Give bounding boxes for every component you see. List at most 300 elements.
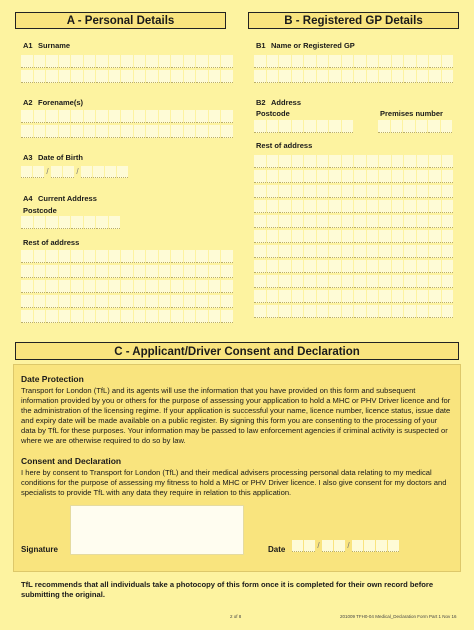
gp-address-box-row[interactable] bbox=[254, 215, 453, 228]
character-box[interactable] bbox=[267, 170, 279, 183]
character-box[interactable] bbox=[304, 55, 316, 68]
character-box[interactable] bbox=[329, 260, 341, 273]
character-box[interactable] bbox=[279, 290, 291, 303]
character-box[interactable] bbox=[279, 70, 291, 83]
character-box[interactable] bbox=[329, 185, 341, 198]
character-box[interactable] bbox=[21, 70, 33, 83]
character-box[interactable] bbox=[392, 215, 404, 228]
character-box[interactable] bbox=[71, 55, 83, 68]
character-box[interactable] bbox=[221, 70, 233, 83]
character-box[interactable] bbox=[329, 275, 341, 288]
signature-date-field[interactable]: / / bbox=[292, 540, 399, 552]
character-box[interactable] bbox=[59, 110, 71, 123]
character-box[interactable] bbox=[304, 305, 316, 318]
character-box[interactable] bbox=[317, 120, 329, 133]
character-box[interactable] bbox=[429, 260, 441, 273]
character-box[interactable] bbox=[171, 265, 183, 278]
character-box[interactable] bbox=[34, 216, 46, 229]
character-box[interactable] bbox=[171, 55, 183, 68]
character-box[interactable] bbox=[367, 185, 379, 198]
character-box[interactable] bbox=[317, 215, 329, 228]
character-box[interactable] bbox=[404, 55, 416, 68]
character-box[interactable] bbox=[196, 310, 208, 323]
character-box[interactable] bbox=[221, 280, 233, 293]
character-box[interactable] bbox=[404, 290, 416, 303]
character-box[interactable] bbox=[159, 125, 171, 138]
character-box[interactable] bbox=[209, 110, 221, 123]
character-box[interactable] bbox=[171, 110, 183, 123]
gp-address-box-row[interactable] bbox=[254, 245, 453, 258]
character-box[interactable] bbox=[279, 215, 291, 228]
premises-number-box-row[interactable] bbox=[378, 120, 452, 133]
character-box[interactable] bbox=[209, 265, 221, 278]
character-box[interactable] bbox=[367, 215, 379, 228]
character-box[interactable] bbox=[34, 125, 46, 138]
character-box[interactable] bbox=[21, 110, 33, 123]
character-box[interactable] bbox=[196, 55, 208, 68]
address-box-row[interactable] bbox=[21, 310, 233, 323]
character-box[interactable] bbox=[392, 200, 404, 213]
character-box[interactable] bbox=[184, 295, 196, 308]
character-box[interactable] bbox=[84, 295, 96, 308]
gp-address-box-row[interactable] bbox=[254, 290, 453, 303]
character-box[interactable] bbox=[317, 200, 329, 213]
character-box[interactable] bbox=[146, 125, 158, 138]
character-box[interactable] bbox=[71, 295, 83, 308]
character-box[interactable] bbox=[429, 230, 441, 243]
character-box[interactable] bbox=[96, 55, 108, 68]
character-box[interactable] bbox=[59, 70, 71, 83]
date-of-birth-field[interactable]: / / bbox=[21, 166, 128, 178]
character-box[interactable] bbox=[354, 55, 366, 68]
character-box[interactable] bbox=[159, 310, 171, 323]
character-box[interactable] bbox=[442, 290, 454, 303]
character-box[interactable] bbox=[329, 155, 341, 168]
character-box[interactable] bbox=[304, 200, 316, 213]
character-box[interactable] bbox=[159, 265, 171, 278]
character-box[interactable] bbox=[304, 245, 316, 258]
character-box[interactable] bbox=[417, 200, 429, 213]
character-box[interactable] bbox=[367, 245, 379, 258]
character-box[interactable] bbox=[171, 295, 183, 308]
character-box[interactable] bbox=[254, 55, 266, 68]
character-box[interactable] bbox=[46, 70, 58, 83]
character-box[interactable] bbox=[267, 230, 279, 243]
character-box[interactable] bbox=[71, 280, 83, 293]
address-box-row[interactable] bbox=[21, 250, 233, 263]
character-box[interactable] bbox=[317, 275, 329, 288]
character-box[interactable] bbox=[71, 265, 83, 278]
character-box[interactable] bbox=[404, 185, 416, 198]
character-box[interactable] bbox=[109, 110, 121, 123]
character-box[interactable] bbox=[34, 265, 46, 278]
character-box[interactable] bbox=[267, 120, 279, 133]
character-box[interactable] bbox=[171, 310, 183, 323]
character-box[interactable] bbox=[442, 260, 454, 273]
character-box[interactable] bbox=[367, 230, 379, 243]
character-box[interactable] bbox=[184, 110, 196, 123]
character-box[interactable] bbox=[317, 230, 329, 243]
character-box[interactable] bbox=[71, 310, 83, 323]
character-box[interactable] bbox=[429, 215, 441, 228]
character-box[interactable] bbox=[21, 280, 33, 293]
character-box[interactable] bbox=[221, 265, 233, 278]
character-box[interactable] bbox=[221, 310, 233, 323]
gp-address-box-row[interactable] bbox=[254, 305, 453, 318]
character-box[interactable] bbox=[209, 295, 221, 308]
character-box[interactable] bbox=[279, 185, 291, 198]
character-box[interactable] bbox=[59, 125, 71, 138]
character-box[interactable] bbox=[121, 110, 133, 123]
character-box[interactable] bbox=[403, 120, 415, 133]
gp-address-box-row[interactable] bbox=[254, 260, 453, 273]
character-box[interactable] bbox=[159, 250, 171, 263]
character-box[interactable] bbox=[379, 55, 391, 68]
character-box[interactable] bbox=[134, 310, 146, 323]
character-box[interactable] bbox=[417, 185, 429, 198]
character-box[interactable] bbox=[71, 250, 83, 263]
character-box[interactable] bbox=[429, 185, 441, 198]
character-box[interactable] bbox=[354, 185, 366, 198]
character-box[interactable] bbox=[59, 280, 71, 293]
character-box[interactable] bbox=[254, 155, 266, 168]
character-box[interactable] bbox=[96, 295, 108, 308]
character-box[interactable] bbox=[121, 70, 133, 83]
character-box[interactable] bbox=[121, 295, 133, 308]
character-box[interactable] bbox=[441, 120, 453, 133]
character-box[interactable] bbox=[404, 275, 416, 288]
character-box[interactable] bbox=[304, 70, 316, 83]
character-box[interactable] bbox=[417, 170, 429, 183]
character-box[interactable] bbox=[392, 155, 404, 168]
character-box[interactable] bbox=[378, 120, 390, 133]
character-box[interactable] bbox=[292, 260, 304, 273]
character-box[interactable] bbox=[134, 280, 146, 293]
character-box[interactable] bbox=[21, 250, 33, 263]
character-box[interactable] bbox=[279, 120, 291, 133]
character-box[interactable] bbox=[429, 200, 441, 213]
character-box[interactable] bbox=[84, 216, 96, 229]
character-box[interactable] bbox=[279, 275, 291, 288]
character-box[interactable] bbox=[342, 170, 354, 183]
character-box[interactable] bbox=[342, 245, 354, 258]
character-box[interactable] bbox=[184, 125, 196, 138]
character-box[interactable] bbox=[221, 250, 233, 263]
character-box[interactable] bbox=[417, 275, 429, 288]
character-box[interactable] bbox=[442, 55, 454, 68]
character-box[interactable] bbox=[429, 55, 441, 68]
character-box[interactable] bbox=[354, 70, 366, 83]
character-box[interactable] bbox=[59, 265, 71, 278]
character-box[interactable] bbox=[342, 155, 354, 168]
character-box[interactable] bbox=[21, 265, 33, 278]
character-box[interactable] bbox=[329, 215, 341, 228]
character-box[interactable] bbox=[292, 55, 304, 68]
character-box[interactable] bbox=[267, 275, 279, 288]
character-box[interactable] bbox=[96, 250, 108, 263]
character-box[interactable] bbox=[279, 305, 291, 318]
character-box[interactable] bbox=[59, 55, 71, 68]
character-box[interactable] bbox=[404, 305, 416, 318]
character-box[interactable] bbox=[134, 110, 146, 123]
character-box[interactable] bbox=[404, 215, 416, 228]
character-box[interactable] bbox=[354, 245, 366, 258]
character-box[interactable] bbox=[379, 155, 391, 168]
character-box[interactable] bbox=[317, 305, 329, 318]
character-box[interactable] bbox=[379, 200, 391, 213]
character-box[interactable] bbox=[121, 55, 133, 68]
character-box[interactable] bbox=[209, 250, 221, 263]
character-box[interactable] bbox=[96, 310, 108, 323]
character-box[interactable] bbox=[159, 70, 171, 83]
character-box[interactable] bbox=[134, 295, 146, 308]
character-box[interactable] bbox=[184, 265, 196, 278]
character-box[interactable] bbox=[329, 120, 341, 133]
character-box[interactable] bbox=[442, 275, 454, 288]
character-box[interactable] bbox=[317, 170, 329, 183]
character-box[interactable] bbox=[254, 245, 266, 258]
character-box[interactable] bbox=[404, 170, 416, 183]
character-box[interactable] bbox=[209, 125, 221, 138]
character-box[interactable] bbox=[196, 295, 208, 308]
character-box[interactable] bbox=[184, 55, 196, 68]
character-box[interactable] bbox=[84, 265, 96, 278]
character-box[interactable] bbox=[71, 110, 83, 123]
character-box[interactable] bbox=[267, 215, 279, 228]
character-box[interactable] bbox=[342, 275, 354, 288]
character-box[interactable] bbox=[184, 250, 196, 263]
character-box[interactable] bbox=[417, 55, 429, 68]
character-box[interactable] bbox=[267, 200, 279, 213]
character-box[interactable] bbox=[292, 70, 304, 83]
character-box[interactable] bbox=[159, 55, 171, 68]
character-box[interactable] bbox=[46, 295, 58, 308]
character-box[interactable] bbox=[209, 280, 221, 293]
character-box[interactable] bbox=[184, 70, 196, 83]
character-box[interactable] bbox=[21, 310, 33, 323]
character-box[interactable] bbox=[442, 215, 454, 228]
character-box[interactable] bbox=[146, 295, 158, 308]
character-box[interactable] bbox=[109, 295, 121, 308]
character-box[interactable] bbox=[292, 305, 304, 318]
character-box[interactable] bbox=[292, 200, 304, 213]
character-box[interactable] bbox=[34, 250, 46, 263]
character-box[interactable] bbox=[392, 170, 404, 183]
character-box[interactable] bbox=[354, 170, 366, 183]
character-box[interactable] bbox=[292, 230, 304, 243]
character-box[interactable] bbox=[254, 290, 266, 303]
character-box[interactable] bbox=[96, 216, 108, 229]
character-box[interactable] bbox=[221, 125, 233, 138]
character-box[interactable] bbox=[254, 70, 266, 83]
character-box[interactable] bbox=[46, 110, 58, 123]
character-box[interactable] bbox=[404, 245, 416, 258]
character-box[interactable] bbox=[59, 216, 71, 229]
address-box-row[interactable] bbox=[21, 295, 233, 308]
character-box[interactable] bbox=[317, 290, 329, 303]
character-box[interactable] bbox=[292, 215, 304, 228]
character-box[interactable] bbox=[404, 230, 416, 243]
character-box[interactable] bbox=[34, 280, 46, 293]
forenames-box-row[interactable] bbox=[21, 125, 233, 138]
character-box[interactable] bbox=[354, 155, 366, 168]
character-box[interactable] bbox=[392, 230, 404, 243]
character-box[interactable] bbox=[354, 290, 366, 303]
character-box[interactable] bbox=[267, 290, 279, 303]
character-box[interactable] bbox=[196, 280, 208, 293]
character-box[interactable] bbox=[254, 230, 266, 243]
character-box[interactable] bbox=[417, 260, 429, 273]
character-box[interactable] bbox=[404, 260, 416, 273]
character-box[interactable] bbox=[342, 70, 354, 83]
character-box[interactable] bbox=[379, 230, 391, 243]
character-box[interactable] bbox=[379, 275, 391, 288]
surname-box-row[interactable] bbox=[21, 70, 233, 83]
character-box[interactable] bbox=[196, 265, 208, 278]
gp-address-box-row[interactable] bbox=[254, 185, 453, 198]
character-box[interactable] bbox=[59, 310, 71, 323]
character-box[interactable] bbox=[379, 70, 391, 83]
character-box[interactable] bbox=[292, 290, 304, 303]
character-box[interactable] bbox=[429, 170, 441, 183]
character-box[interactable] bbox=[171, 125, 183, 138]
character-box[interactable] bbox=[392, 290, 404, 303]
character-box[interactable] bbox=[196, 250, 208, 263]
character-box[interactable] bbox=[429, 275, 441, 288]
character-box[interactable] bbox=[254, 215, 266, 228]
character-box[interactable] bbox=[46, 265, 58, 278]
character-box[interactable] bbox=[416, 120, 428, 133]
character-box[interactable] bbox=[96, 110, 108, 123]
character-box[interactable] bbox=[367, 70, 379, 83]
character-box[interactable] bbox=[304, 215, 316, 228]
character-box[interactable] bbox=[342, 120, 354, 133]
character-box[interactable] bbox=[84, 280, 96, 293]
character-box[interactable] bbox=[367, 260, 379, 273]
character-box[interactable] bbox=[379, 185, 391, 198]
character-box[interactable] bbox=[417, 155, 429, 168]
character-box[interactable] bbox=[254, 275, 266, 288]
character-box[interactable] bbox=[442, 230, 454, 243]
gp-address-box-row[interactable] bbox=[254, 230, 453, 243]
character-box[interactable] bbox=[391, 120, 403, 133]
character-box[interactable] bbox=[404, 155, 416, 168]
character-box[interactable] bbox=[367, 170, 379, 183]
character-box[interactable] bbox=[329, 230, 341, 243]
postcode-box-row[interactable] bbox=[21, 216, 120, 229]
character-box[interactable] bbox=[428, 120, 440, 133]
character-box[interactable] bbox=[209, 310, 221, 323]
character-box[interactable] bbox=[292, 245, 304, 258]
character-box[interactable] bbox=[46, 250, 58, 263]
character-box[interactable] bbox=[279, 55, 291, 68]
character-box[interactable] bbox=[96, 125, 108, 138]
surname-box-row[interactable] bbox=[21, 55, 233, 68]
character-box[interactable] bbox=[317, 185, 329, 198]
character-box[interactable] bbox=[304, 170, 316, 183]
character-box[interactable] bbox=[354, 275, 366, 288]
character-box[interactable] bbox=[392, 55, 404, 68]
character-box[interactable] bbox=[392, 70, 404, 83]
character-box[interactable] bbox=[84, 110, 96, 123]
character-box[interactable] bbox=[254, 305, 266, 318]
gp-address-box-row[interactable] bbox=[254, 200, 453, 213]
character-box[interactable] bbox=[417, 230, 429, 243]
character-box[interactable] bbox=[34, 110, 46, 123]
character-box[interactable] bbox=[329, 245, 341, 258]
character-box[interactable] bbox=[354, 230, 366, 243]
character-box[interactable] bbox=[279, 170, 291, 183]
character-box[interactable] bbox=[417, 305, 429, 318]
character-box[interactable] bbox=[379, 305, 391, 318]
character-box[interactable] bbox=[159, 295, 171, 308]
character-box[interactable] bbox=[184, 280, 196, 293]
gp-address-box-row[interactable] bbox=[254, 170, 453, 183]
character-box[interactable] bbox=[109, 216, 121, 229]
character-box[interactable] bbox=[121, 250, 133, 263]
character-box[interactable] bbox=[84, 70, 96, 83]
character-box[interactable] bbox=[254, 185, 266, 198]
forenames-box-row[interactable] bbox=[21, 110, 233, 123]
gp-address-box-row[interactable] bbox=[254, 155, 453, 168]
character-box[interactable] bbox=[429, 155, 441, 168]
character-box[interactable] bbox=[46, 280, 58, 293]
character-box[interactable] bbox=[146, 265, 158, 278]
character-box[interactable] bbox=[254, 260, 266, 273]
character-box[interactable] bbox=[442, 305, 454, 318]
character-box[interactable] bbox=[121, 310, 133, 323]
character-box[interactable] bbox=[367, 275, 379, 288]
character-box[interactable] bbox=[279, 155, 291, 168]
character-box[interactable] bbox=[84, 125, 96, 138]
character-box[interactable] bbox=[171, 70, 183, 83]
character-box[interactable] bbox=[184, 310, 196, 323]
character-box[interactable] bbox=[304, 185, 316, 198]
character-box[interactable] bbox=[292, 170, 304, 183]
character-box[interactable] bbox=[304, 290, 316, 303]
character-box[interactable] bbox=[96, 265, 108, 278]
character-box[interactable] bbox=[171, 280, 183, 293]
character-box[interactable] bbox=[146, 280, 158, 293]
character-box[interactable] bbox=[159, 110, 171, 123]
character-box[interactable] bbox=[109, 280, 121, 293]
character-box[interactable] bbox=[279, 230, 291, 243]
character-box[interactable] bbox=[429, 290, 441, 303]
character-box[interactable] bbox=[171, 250, 183, 263]
character-box[interactable] bbox=[354, 200, 366, 213]
character-box[interactable] bbox=[196, 70, 208, 83]
character-box[interactable] bbox=[267, 55, 279, 68]
character-box[interactable] bbox=[34, 295, 46, 308]
character-box[interactable] bbox=[317, 70, 329, 83]
character-box[interactable] bbox=[292, 275, 304, 288]
character-box[interactable] bbox=[134, 125, 146, 138]
character-box[interactable] bbox=[46, 125, 58, 138]
gp-name-box-row[interactable] bbox=[254, 55, 453, 68]
character-box[interactable] bbox=[329, 305, 341, 318]
character-box[interactable] bbox=[442, 200, 454, 213]
character-box[interactable] bbox=[209, 55, 221, 68]
character-box[interactable] bbox=[379, 245, 391, 258]
character-box[interactable] bbox=[34, 70, 46, 83]
character-box[interactable] bbox=[304, 155, 316, 168]
character-box[interactable] bbox=[392, 305, 404, 318]
character-box[interactable] bbox=[221, 55, 233, 68]
character-box[interactable] bbox=[442, 245, 454, 258]
character-box[interactable] bbox=[121, 125, 133, 138]
character-box[interactable] bbox=[134, 55, 146, 68]
character-box[interactable] bbox=[96, 70, 108, 83]
